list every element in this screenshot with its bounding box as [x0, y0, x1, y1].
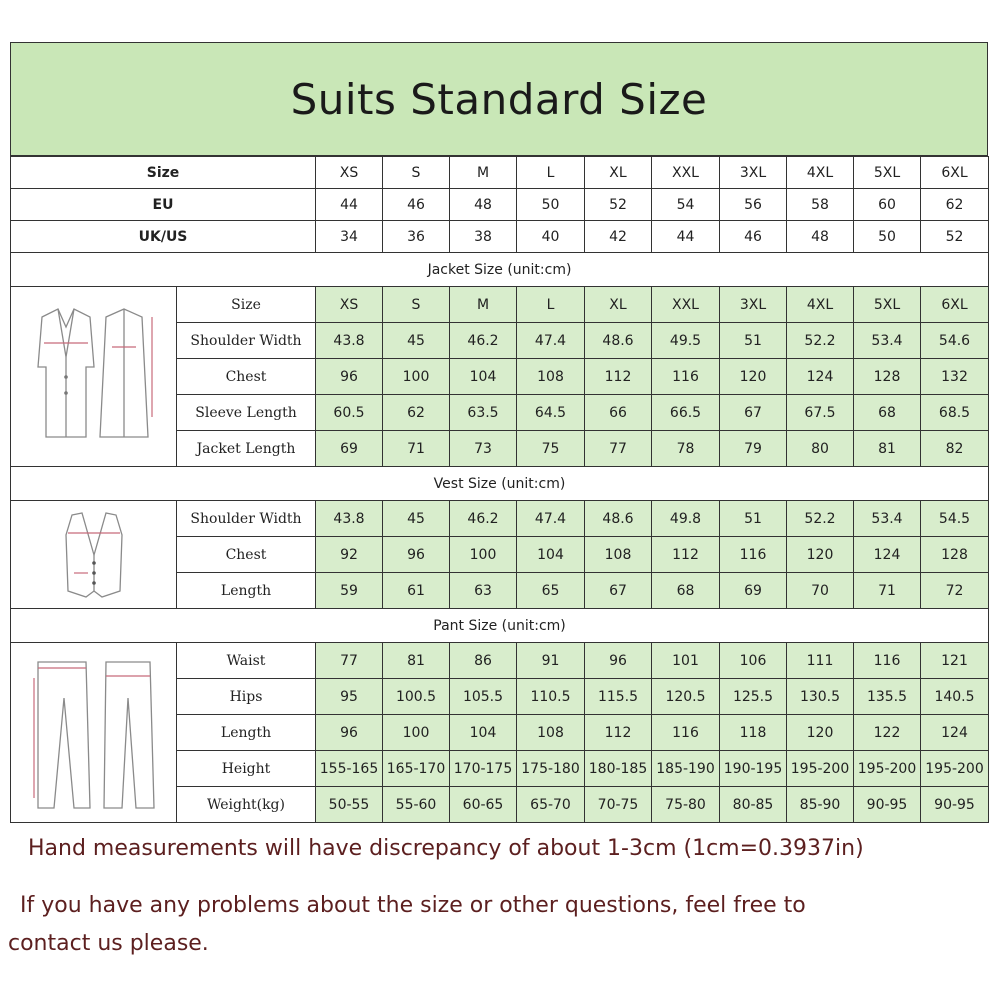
cell-eu-2: 48 — [450, 189, 517, 221]
jacket-cell: 81 — [854, 431, 921, 467]
cell-eu-7: 58 — [787, 189, 854, 221]
jacket-cell: S — [383, 287, 450, 323]
cell-eu-1: 46 — [383, 189, 450, 221]
pant-cell: 175-180 — [517, 751, 585, 787]
jacket-cell: XXL — [652, 287, 720, 323]
pant-cell: 135.5 — [854, 679, 921, 715]
vest-cell: 71 — [854, 573, 921, 609]
pant-cell: 120.5 — [652, 679, 720, 715]
jacket-cell: 116 — [652, 359, 720, 395]
vest-cell: 45 — [383, 501, 450, 537]
jacket-illustration — [24, 297, 164, 457]
vest-cell: 65 — [517, 573, 585, 609]
jacket-cell: 69 — [316, 431, 383, 467]
vest-cell: 128 — [921, 537, 989, 573]
pant-cell: 130.5 — [787, 679, 854, 715]
pant-cell: 120 — [787, 715, 854, 751]
jacket-row-label: Chest — [177, 359, 316, 395]
cell-sizes-6: 3XL — [720, 157, 787, 189]
table-row — [11, 467, 989, 501]
pant-cell: 116 — [652, 715, 720, 751]
pant-row-label: Height — [177, 751, 316, 787]
cell-eu-6: 56 — [720, 189, 787, 221]
pant-cell: 190-195 — [720, 751, 787, 787]
vest-cell: 100 — [450, 537, 517, 573]
vest-illustration-cell — [11, 501, 177, 609]
jacket-cell: 67 — [720, 395, 787, 431]
jacket-cell: 4XL — [787, 287, 854, 323]
table-row — [11, 609, 989, 643]
cell-eu-5: 54 — [652, 189, 720, 221]
pant-cell: 105.5 — [450, 679, 517, 715]
table-row — [11, 253, 989, 287]
cell-sizes-8: 5XL — [854, 157, 921, 189]
page-title: Suits Standard Size — [290, 74, 708, 124]
jacket-cell: 51 — [720, 323, 787, 359]
jacket-cell: 120 — [720, 359, 787, 395]
pant-illustration — [24, 648, 164, 818]
table-row — [11, 157, 989, 189]
pant-cell: 80-85 — [720, 787, 787, 823]
cell-eu-9: 62 — [921, 189, 989, 221]
cell-eu-3: 50 — [517, 189, 585, 221]
cell-eu-4: 52 — [585, 189, 652, 221]
jacket-cell: XS — [316, 287, 383, 323]
jacket-cell: 48.6 — [585, 323, 652, 359]
pant-cell: 101 — [652, 643, 720, 679]
jacket-cell: 54.6 — [921, 323, 989, 359]
jacket-cell: 75 — [517, 431, 585, 467]
pant-cell: 90-95 — [854, 787, 921, 823]
pant-cell: 96 — [585, 643, 652, 679]
pant-cell: 55-60 — [383, 787, 450, 823]
jacket-cell: 60.5 — [316, 395, 383, 431]
jacket-cell: 62 — [383, 395, 450, 431]
vest-cell: 124 — [854, 537, 921, 573]
pant-cell: 106 — [720, 643, 787, 679]
vest-cell: 72 — [921, 573, 989, 609]
pant-illustration-cell — [11, 643, 177, 823]
vest-cell: 70 — [787, 573, 854, 609]
pant-row-label: Hips — [177, 679, 316, 715]
vest-section-title: Vest Size (unit:cm) — [11, 467, 989, 501]
vest-cell: 53.4 — [854, 501, 921, 537]
cell-ukus-8: 50 — [854, 221, 921, 253]
vest-cell: 52.2 — [787, 501, 854, 537]
vest-cell: 116 — [720, 537, 787, 573]
jacket-cell: 52.2 — [787, 323, 854, 359]
pant-cell: 108 — [517, 715, 585, 751]
cell-eu-8: 60 — [854, 189, 921, 221]
jacket-section-title: Jacket Size (unit:cm) — [11, 253, 989, 287]
jacket-cell: 108 — [517, 359, 585, 395]
cell-ukus-4: 42 — [585, 221, 652, 253]
cell-ukus-0: 34 — [316, 221, 383, 253]
jacket-cell: 45 — [383, 323, 450, 359]
jacket-cell: 3XL — [720, 287, 787, 323]
jacket-cell: 100 — [383, 359, 450, 395]
pant-row-label: Length — [177, 715, 316, 751]
cell-sizes-2: M — [450, 157, 517, 189]
pant-cell: 121 — [921, 643, 989, 679]
cell-ukus-6: 46 — [720, 221, 787, 253]
vest-cell: 54.5 — [921, 501, 989, 537]
jacket-cell: 43.8 — [316, 323, 383, 359]
vest-row-label: Shoulder Width — [177, 501, 316, 537]
vest-cell: 69 — [720, 573, 787, 609]
vest-cell: 112 — [652, 537, 720, 573]
jacket-row-label: Jacket Length — [177, 431, 316, 467]
pant-row-label: Waist — [177, 643, 316, 679]
jacket-cell: 96 — [316, 359, 383, 395]
pant-cell: 111 — [787, 643, 854, 679]
contact-note-line2: contact us please. — [8, 931, 209, 956]
pant-cell: 95 — [316, 679, 383, 715]
jacket-cell: 80 — [787, 431, 854, 467]
row-label-ukus: UK/US — [11, 221, 316, 253]
pant-cell: 77 — [316, 643, 383, 679]
pant-cell: 112 — [585, 715, 652, 751]
jacket-illustration-cell — [11, 287, 177, 467]
jacket-cell: 77 — [585, 431, 652, 467]
vest-illustration — [24, 505, 164, 605]
vest-cell: 48.6 — [585, 501, 652, 537]
cell-sizes-9: 6XL — [921, 157, 989, 189]
pant-cell: 100.5 — [383, 679, 450, 715]
vest-cell: 43.8 — [316, 501, 383, 537]
pant-cell: 122 — [854, 715, 921, 751]
vest-cell: 49.8 — [652, 501, 720, 537]
table-row — [11, 221, 989, 253]
jacket-cell: 49.5 — [652, 323, 720, 359]
jacket-cell: 68 — [854, 395, 921, 431]
jacket-cell: L — [517, 287, 585, 323]
vest-cell: 92 — [316, 537, 383, 573]
jacket-cell: 66 — [585, 395, 652, 431]
vest-cell: 68 — [652, 573, 720, 609]
cell-ukus-5: 44 — [652, 221, 720, 253]
pant-cell: 90-95 — [921, 787, 989, 823]
cell-sizes-3: L — [517, 157, 585, 189]
vest-cell: 59 — [316, 573, 383, 609]
pant-cell: 85-90 — [787, 787, 854, 823]
pant-cell: 100 — [383, 715, 450, 751]
jacket-row-label: Sleeve Length — [177, 395, 316, 431]
jacket-cell: 6XL — [921, 287, 989, 323]
pant-cell: 86 — [450, 643, 517, 679]
vest-cell: 63 — [450, 573, 517, 609]
pant-cell: 125.5 — [720, 679, 787, 715]
contact-note-line1: If you have any problems about the size or other questions, feel free to — [20, 893, 806, 918]
vest-cell: 61 — [383, 573, 450, 609]
jacket-cell: 53.4 — [854, 323, 921, 359]
pant-cell: 180-185 — [585, 751, 652, 787]
jacket-row-label: Size — [177, 287, 316, 323]
jacket-cell: 124 — [787, 359, 854, 395]
jacket-cell: 79 — [720, 431, 787, 467]
jacket-cell: 82 — [921, 431, 989, 467]
jacket-cell: 5XL — [854, 287, 921, 323]
pant-section-title: Pant Size (unit:cm) — [11, 609, 989, 643]
jacket-cell: 71 — [383, 431, 450, 467]
pant-cell: 50-55 — [316, 787, 383, 823]
jacket-cell: 63.5 — [450, 395, 517, 431]
vest-cell: 108 — [585, 537, 652, 573]
vest-cell: 104 — [517, 537, 585, 573]
pant-cell: 185-190 — [652, 751, 720, 787]
pant-cell: 195-200 — [921, 751, 989, 787]
pant-cell: 70-75 — [585, 787, 652, 823]
pant-cell: 195-200 — [787, 751, 854, 787]
cell-eu-0: 44 — [316, 189, 383, 221]
jacket-cell: 67.5 — [787, 395, 854, 431]
size-chart-table — [10, 156, 989, 823]
jacket-cell: 64.5 — [517, 395, 585, 431]
row-label-sizes: Size — [11, 157, 316, 189]
table-row — [11, 287, 989, 323]
row-label-eu: EU — [11, 189, 316, 221]
pant-cell: 118 — [720, 715, 787, 751]
pant-cell: 140.5 — [921, 679, 989, 715]
pant-cell: 110.5 — [517, 679, 585, 715]
vest-cell: 67 — [585, 573, 652, 609]
vest-cell: 51 — [720, 501, 787, 537]
cell-ukus-1: 36 — [383, 221, 450, 253]
pant-cell: 96 — [316, 715, 383, 751]
jacket-cell: M — [450, 287, 517, 323]
pant-cell: 104 — [450, 715, 517, 751]
jacket-cell: 68.5 — [921, 395, 989, 431]
jacket-cell: XL — [585, 287, 652, 323]
vest-cell: 120 — [787, 537, 854, 573]
table-row — [11, 501, 989, 537]
cell-ukus-3: 40 — [517, 221, 585, 253]
jacket-cell: 132 — [921, 359, 989, 395]
vest-row-label: Chest — [177, 537, 316, 573]
pant-cell: 155-165 — [316, 751, 383, 787]
jacket-cell: 46.2 — [450, 323, 517, 359]
pant-cell: 115.5 — [585, 679, 652, 715]
cell-sizes-4: XL — [585, 157, 652, 189]
table-row — [11, 643, 989, 679]
jacket-cell: 104 — [450, 359, 517, 395]
discrepancy-note: Hand measurements will have discrepancy of about 1-3cm (1cm=0.3937in) — [28, 836, 864, 861]
jacket-cell: 66.5 — [652, 395, 720, 431]
jacket-cell: 73 — [450, 431, 517, 467]
cell-ukus-9: 52 — [921, 221, 989, 253]
chart-header — [10, 42, 988, 156]
pant-cell: 65-70 — [517, 787, 585, 823]
cell-sizes-5: XXL — [652, 157, 720, 189]
pant-cell: 60-65 — [450, 787, 517, 823]
table-row — [11, 189, 989, 221]
vest-cell: 96 — [383, 537, 450, 573]
pant-cell: 81 — [383, 643, 450, 679]
cell-ukus-2: 38 — [450, 221, 517, 253]
jacket-cell: 78 — [652, 431, 720, 467]
pant-cell: 165-170 — [383, 751, 450, 787]
pant-cell: 91 — [517, 643, 585, 679]
cell-sizes-1: S — [383, 157, 450, 189]
jacket-cell: 112 — [585, 359, 652, 395]
pant-cell: 124 — [921, 715, 989, 751]
vest-row-label: Length — [177, 573, 316, 609]
pant-cell: 170-175 — [450, 751, 517, 787]
pant-cell: 195-200 — [854, 751, 921, 787]
jacket-row-label: Shoulder Width — [177, 323, 316, 359]
jacket-cell: 47.4 — [517, 323, 585, 359]
jacket-cell: 128 — [854, 359, 921, 395]
pant-cell: 75-80 — [652, 787, 720, 823]
pant-cell: 116 — [854, 643, 921, 679]
cell-sizes-7: 4XL — [787, 157, 854, 189]
cell-ukus-7: 48 — [787, 221, 854, 253]
cell-sizes-0: XS — [316, 157, 383, 189]
vest-cell: 47.4 — [517, 501, 585, 537]
pant-row-label: Weight(kg) — [177, 787, 316, 823]
vest-cell: 46.2 — [450, 501, 517, 537]
